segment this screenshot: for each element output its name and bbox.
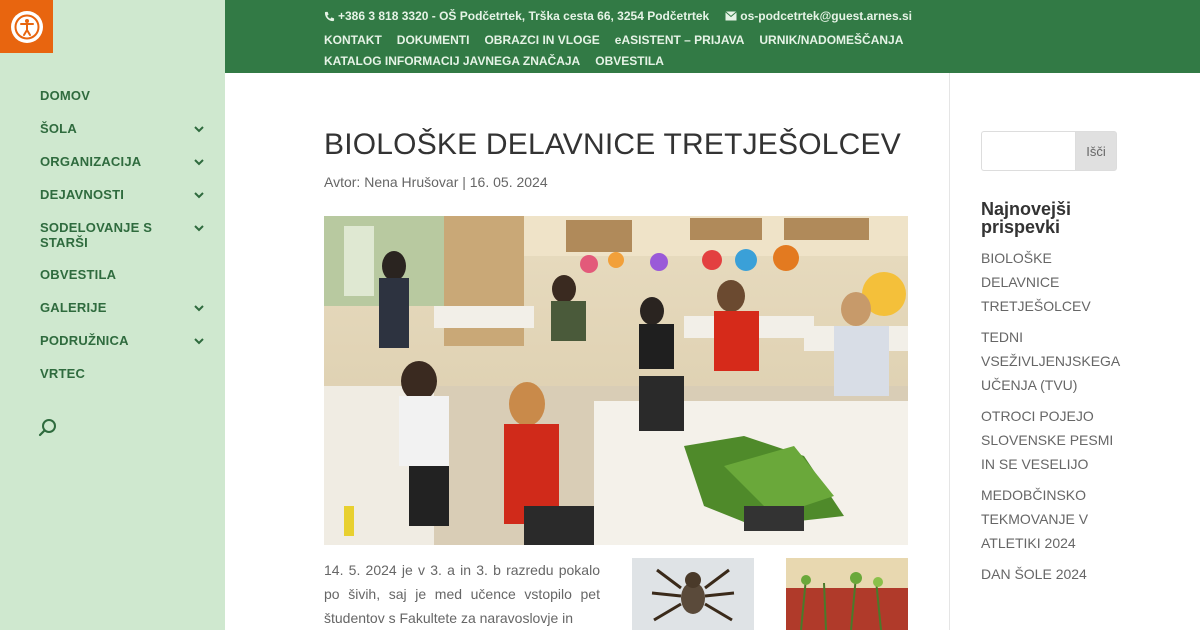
sidebar-item-organizacija[interactable] — [40, 154, 210, 187]
sidebar-item-galerije[interactable] — [40, 300, 210, 333]
chevron-down-icon[interactable] — [192, 188, 206, 202]
top-menu — [324, 30, 944, 72]
chevron-down-icon[interactable] — [192, 122, 206, 136]
sidebar-item-label: GALERIJE — [40, 300, 107, 315]
top-menu-obvestila[interactable]: OBVESTILA — [595, 54, 664, 68]
widget-search — [981, 131, 1117, 171]
sidebar-item-vrtec[interactable] — [40, 366, 210, 399]
post-meta: Avtor: Nena Hrušovar | 16. 05. 2024 — [324, 174, 548, 190]
chevron-down-icon[interactable] — [192, 301, 206, 315]
recent-posts-title: Najnovejši prispevki — [981, 199, 1072, 237]
sidebar-item-dejavnosti[interactable] — [40, 187, 210, 220]
envelope-icon — [725, 11, 737, 21]
recent-post-link[interactable]: BIOLOŠKE DELAVNICE TRETJEŠOLCEV — [981, 250, 1091, 314]
top-header — [225, 0, 1200, 73]
phone-address[interactable] — [324, 9, 709, 23]
top-menu-dokumenti[interactable]: DOKUMENTI — [396, 33, 470, 47]
sidebar-item-label: PODRUŽNICA — [40, 333, 129, 348]
top-menu-urnik[interactable]: URNIK/NADOMEŠČANJA — [759, 33, 904, 47]
top-menu-kontakt[interactable]: KONTAKT — [324, 33, 382, 47]
chevron-down-icon[interactable] — [192, 334, 206, 348]
accessibility-icon — [11, 11, 43, 43]
recent-post-link[interactable]: OTROCI POJEJO SLOVENSKE PESMI IN SE VESELIJO — [981, 408, 1114, 472]
email-text: os-podcetrtek@guest.arnes.si — [740, 9, 912, 23]
search-icon[interactable] — [38, 418, 58, 438]
recent-post-link[interactable]: MEDOBČINSKO TEKMOVANJE V ATLETIKI 2024 — [981, 487, 1089, 551]
email-link[interactable] — [725, 9, 912, 23]
top-menu-obrazci[interactable]: OBRAZCI IN VLOGE — [484, 33, 600, 47]
content-divider — [949, 73, 950, 630]
sidebar-item-podruznica[interactable] — [40, 333, 210, 366]
search-input[interactable] — [981, 131, 1075, 171]
recent-posts-list — [981, 246, 1121, 593]
sidebar-item-label: DOMOV — [40, 88, 91, 103]
sidebar-item-label: ŠOLA — [40, 121, 77, 136]
gallery-thumbnail-spider[interactable] — [632, 558, 754, 630]
sidebar-item-label: ORGANIZACIJA — [40, 154, 142, 169]
top-menu-katalog[interactable]: KATALOG INFORMACIJ JAVNEGA ZNAČAJA — [324, 54, 581, 68]
top-menu-easistent[interactable]: eASISTENT – PRIJAVA — [614, 33, 745, 47]
gallery-thumbnail-plants[interactable] — [786, 558, 908, 630]
recent-post-link[interactable]: TEDNI VSEŽIVLJENJSKEGA UČENJA (TVU) — [981, 329, 1120, 393]
contact-info — [324, 9, 912, 23]
sidebar-item-sodelovanje[interactable] — [40, 220, 210, 267]
sidebar-item-label: OBVESTILA — [40, 267, 117, 282]
phone-address-text: +386 3 818 3320 - OŠ Podčetrtek, Trška cesta 66, 3254 Podčetrtek — [338, 9, 710, 23]
left-sidebar — [0, 0, 225, 630]
sidebar-item-domov[interactable] — [40, 88, 210, 121]
sidebar-item-sola[interactable] — [40, 121, 210, 154]
sidebar-nav — [40, 88, 210, 399]
post-featured-image[interactable] — [324, 216, 908, 545]
phone-icon — [324, 11, 335, 22]
chevron-down-icon[interactable] — [192, 221, 206, 235]
search-button[interactable]: Išči — [1075, 131, 1117, 171]
post-title: BIOLOŠKE DELAVNICE TRETJEŠOLCEV — [324, 128, 901, 161]
sidebar-item-label: VRTEC — [40, 366, 86, 381]
sidebar-item-obvestila[interactable] — [40, 267, 210, 300]
post-body-text: 14. 5. 2024 je v 3. a in 3. b razredu pokalo po šivih, saj je med učence vstopilo pet študentov s Fakultete za naravoslovje in — [324, 562, 600, 626]
chevron-down-icon[interactable] — [192, 155, 206, 169]
recent-post-link[interactable]: DAN ŠOLE 2024 — [981, 566, 1087, 582]
accessibility-button[interactable] — [0, 0, 53, 53]
sidebar-item-label: SODELOVANJE S STARŠI — [40, 220, 153, 250]
sidebar-item-label: DEJAVNOSTI — [40, 187, 125, 202]
